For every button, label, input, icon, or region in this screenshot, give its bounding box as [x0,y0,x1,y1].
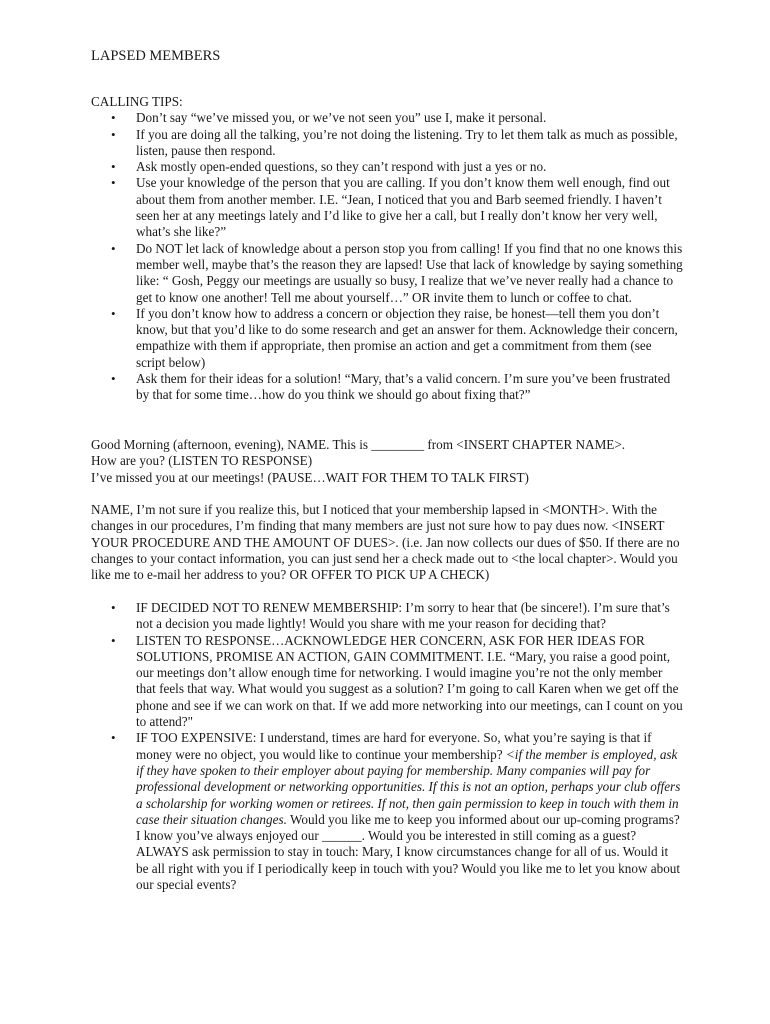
dues-paragraph [91,502,683,583]
list-item: • Use your knowledge of the person that you are calling. If you don’t know them well enough, find out about them from another member. I.E. “Jean, I noticed that you and Barb seemed friendly. I haven’t seen her at any meetings lately and I’d like to give her a call, but I really don’t know her very well, what’s she like?” [91,175,683,240]
list-item [91,730,683,893]
calling-tips-list [91,110,683,403]
calling-tips-heading: CALLING TIPS: [91,94,183,109]
list-item: • LISTEN TO RESPONSE…ACKNOWLEDGE HER CONCERN, ASK FOR HER IDEAS FOR SOLUTIONS, PROMISE AN ACTION, GAIN COMMITMENT. I.E. “Mary, you raise a good point, our meetings don’t allow enough time for networking. I would imagine you’re not the only member that feels that way. What would you suggest as a solution? I’m going to call Karen when we get off the phone and see if we can work on that. If we add more networking into our meetings, can I count on you to attend?" [91,633,683,731]
paragraph-text: NAME, I’m not sure if you realize this, but I noticed that your membership lapsed in <MONTH>. With the changes in our procedures, I’m finding that many members are just not sure how to pay dues now. <INSERT YOUR PROCEDURE AND THE AMOUNT OF DUES>. (i.e. Jan now collects our dues of $50. If there are no changes to your contact information, you can just send her a check made out to <the local chapter>. Would you like me to e-mail her address to you? OR OFFER TO PICK UP A CHECK) [91,502,680,583]
page-title: LAPSED MEMBERS [91,48,221,64]
greeting-line: Good Morning (afternoon, evening), NAME. This is ________ from <INSERT CHAPTER NAME>. [91,437,626,452]
response-text: Would you like me to keep you informed about our up-coming programs? I know you’ve always enjoyed our ______. Would you be interested in still coming as a guest? ALWAYS ask permission to stay in touch: Mary, I know circumstances change for all of us. Would it be all right with you if I periodically keep in touch with you? Would you like me to let you know about our special events? [136,811,681,893]
list-item: • Do NOT let lack of knowledge about a person stop you from calling! If you find that no one knows this member well, maybe that’s the reason they are lapsed! Use that lack of knowledge by saying something like: “ Gosh, Peggy our meetings are usually so busy, I realize that we’ve never really had a chance to get to know one another! Tell me about yourself…” OR invite them to lunch or coffee to chat. [91,241,683,306]
greeting-script [91,437,683,486]
list-item: • Don’t say “we’ve missed you, or we’ve not seen you” use I, make it personal. [91,110,683,126]
calling-tips-section [91,94,683,404]
list-item: • Ask mostly open-ended questions, so they can’t respond with just a yes or no. [91,159,683,175]
list-item: • If you don’t know how to address a concern or objection they raise, be honest—tell them you don’t know, but that you’d like to do some research and get an answer for them. Acknowledge their concern, empathize with them if appropriate, then promise an action and get a commitment from them (see script below) [91,306,683,371]
responses-section [91,600,683,893]
response-italic-note: <if the member is employed, ask if they have spoken to their employer about paying for membership. Many companies will pay for professional development or networking opportunities. If this is not an option, perhaps your club offers a scholarship for working women or retirees. If not, then gain permission to keep in touch with them in case their situation changes. [136,746,681,827]
list-item: • IF DECIDED NOT TO RENEW MEMBERSHIP: I’m sorry to hear that (be sincere!). I’m sure that’s not a decision you made lightly! Would you share with me your reason for deciding that? [91,600,683,633]
response-text: IF TOO EXPENSIVE: I understand, times are hard for everyone. So, what you’re saying is that if money were no object, you would like to continue your membership? [136,730,652,762]
list-item: • If you are doing all the talking, you’re not doing the listening. Try to let them talk as much as possible, listen, pause then respond. [91,127,683,160]
list-item: • Ask them for their ideas for a solution! “Mary, that’s a valid concern. I’m sure you’ve been frustrated by that for some time…how do you think we should go about fixing that?” [91,371,683,404]
responses-list [91,600,683,893]
greeting-line: I’ve missed you at our meetings! (PAUSE…WAIT FOR THEM TO TALK FIRST) [91,469,529,485]
greeting-line: How are you? (LISTEN TO RESPONSE) [91,453,313,469]
